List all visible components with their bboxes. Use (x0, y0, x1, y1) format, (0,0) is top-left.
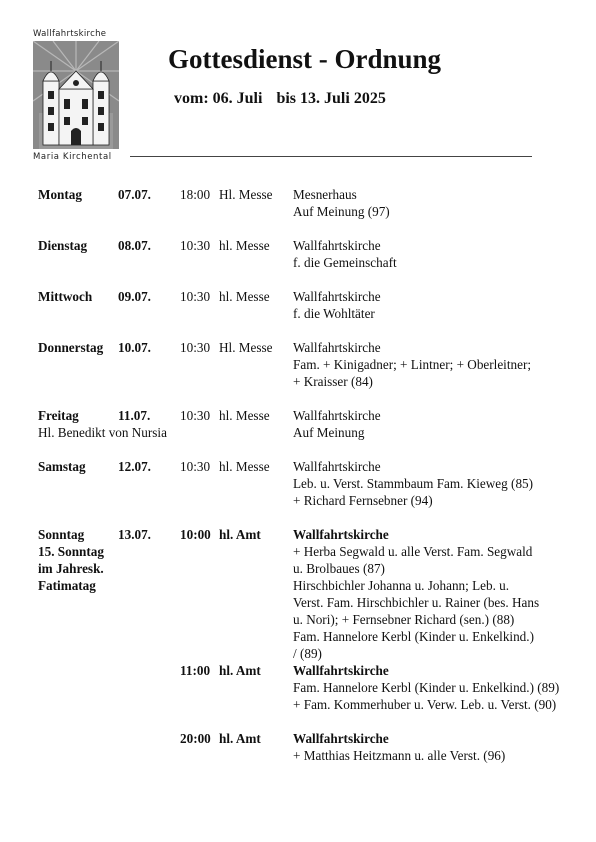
service-detail (293, 339, 531, 390)
service-type: hl. Amt (219, 663, 261, 678)
day-date: 10.07. (118, 340, 151, 355)
service-time: 10:30 (180, 238, 211, 253)
day-name: Samstag (38, 459, 86, 474)
date-range (174, 90, 386, 108)
feast-name: Hl. Benedikt von Nursia (38, 425, 167, 440)
day-note-line: 15. Sonntag (38, 544, 104, 559)
day-notes (38, 543, 104, 594)
day-date: 12.07. (118, 459, 151, 474)
detail-line: + Richard Fernsebner (94) (293, 493, 433, 508)
day-name: Freitag (38, 408, 79, 423)
service-type: hl. Amt (219, 527, 261, 542)
detail-line: f. die Gemeinschaft (293, 255, 397, 270)
service-type: Hl. Messe (219, 340, 273, 355)
service-time: 10:30 (180, 340, 211, 355)
service-location: Wallfahrtskirche (293, 731, 389, 746)
service-type: hl. Messe (219, 289, 270, 304)
service-type: hl. Messe (219, 408, 270, 423)
detail-line: Wallfahrtskirche (293, 238, 381, 253)
day-date: 13.07. (118, 527, 151, 542)
detail-line: Hirschbichler Johanna u. Johann; Leb. u. (293, 578, 510, 593)
detail-line: Wallfahrtskirche (293, 340, 381, 355)
detail-line: + Fam. Kommerhuber u. Verw. Leb. u. Verst. (90) (293, 697, 557, 712)
detail-line: Mesnerhaus (293, 187, 357, 202)
service-time: 10:30 (180, 459, 211, 474)
service-type: hl. Messe (219, 459, 270, 474)
service-detail (293, 237, 397, 271)
detail-line: Wallfahrtskirche (293, 289, 381, 304)
detail-line: Wallfahrtskirche (293, 408, 381, 423)
page-title: Gottesdienst - Ordnung (168, 44, 442, 74)
day-date: 08.07. (118, 238, 151, 253)
detail-line: u. Brolbaues (87) (293, 561, 385, 576)
detail-line: + Matthias Heitzmann u. alle Verst. (96) (293, 748, 506, 763)
day-name: Sonntag (38, 527, 85, 542)
detail-line: / (89) (293, 646, 322, 661)
header-divider (130, 156, 532, 157)
day-name: Mittwoch (38, 289, 93, 304)
day-note-line: im Jahresk. (38, 561, 104, 576)
service-type: hl. Amt (219, 731, 261, 746)
service-detail (293, 186, 390, 220)
detail-line: u. Nori); + Fernsebner Richard (sen.) (88) (293, 612, 515, 627)
service-type: hl. Messe (219, 238, 270, 253)
day-date: 11.07. (118, 408, 151, 423)
logo-caption-bottom: Maria Kirchental (33, 152, 112, 162)
service-detail (293, 730, 505, 764)
day-name: Montag (38, 187, 82, 202)
detail-line: + Herba Segwald u. alle Verst. Fam. Segwald (293, 544, 533, 559)
detail-line: Verst. Fam. Hirschbichler u. Rainer (bes. Hans (293, 595, 540, 610)
service-time: 20:00 (180, 731, 211, 746)
date-range-from: vom: 06. Juli (174, 90, 263, 107)
day-date: 09.07. (118, 289, 151, 304)
service-detail (293, 407, 381, 441)
service-type: Hl. Messe (219, 187, 273, 202)
detail-line: f. die Wohltäter (293, 306, 375, 321)
service-detail (293, 458, 533, 509)
detail-line: Wallfahrtskirche (293, 459, 381, 474)
service-time: 11:00 (180, 663, 211, 678)
service-time: 10:30 (180, 289, 211, 304)
service-location: Wallfahrtskirche (293, 527, 389, 542)
service-time: 10:00 (180, 527, 211, 542)
detail-line: Leb. u. Verst. Stammbaum Fam. Kieweg (85) (293, 476, 534, 491)
detail-line: Fam. Hannelore Kerbl (Kinder u. Enkelkind.) (293, 629, 534, 644)
day-name: Donnerstag (38, 340, 104, 355)
detail-line: Auf Meinung (97) (293, 204, 390, 219)
day-date: 07.07. (118, 187, 151, 202)
service-detail (293, 526, 539, 662)
church-icon (33, 41, 119, 149)
detail-line: Auf Meinung (293, 425, 365, 440)
service-location: Wallfahrtskirche (293, 663, 389, 678)
service-detail (293, 662, 559, 713)
date-range-to: bis 13. Juli 2025 (276, 90, 386, 107)
detail-line: + Kraisser (84) (293, 374, 373, 389)
day-name: Dienstag (38, 238, 88, 253)
service-detail (293, 288, 381, 322)
service-time: 10:30 (180, 408, 211, 423)
day-note-line: Fatimatag (38, 578, 96, 593)
detail-line: Fam. Hannelore Kerbl (Kinder u. Enkelkind.) (89) (293, 680, 560, 695)
detail-line: Fam. + Kinigadner; + Lintner; + Oberleitner; (293, 357, 532, 372)
logo-caption-top: Wallfahrtskirche (33, 29, 107, 39)
service-time: 18:00 (180, 187, 211, 202)
